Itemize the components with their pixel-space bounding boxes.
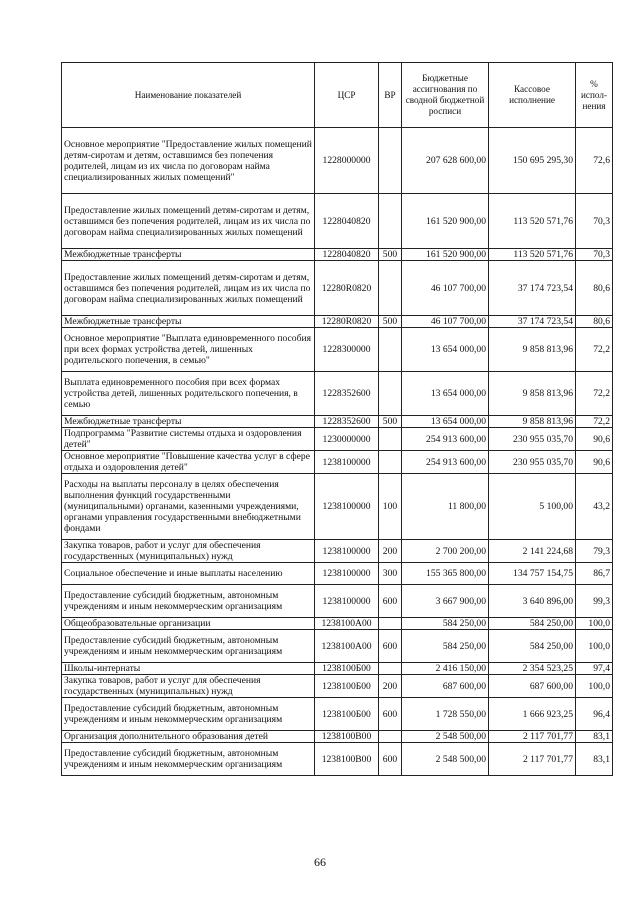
cell-pct: 80,6 [576,261,613,316]
cell-csr: 1238100000 [315,563,379,585]
cell-csr: 12280R0820 [315,316,379,328]
cell-csr: 1238100000 [315,474,379,540]
cell-cash: 2 117 701,77 [489,743,576,776]
cell-budget: 584 250,00 [402,618,489,630]
cell-pct: 86,7 [576,563,613,585]
cell-pct: 79,3 [576,540,613,563]
cell-cash: 2 141 224,68 [489,540,576,563]
table-row [62,540,613,563]
cell-vr: 600 [379,743,402,776]
cell-cash: 113 520 571,76 [489,249,576,261]
cell-name: Организация дополнительного образования детей [62,731,315,743]
cell-cash: 687 600,00 [489,675,576,698]
cell-cash: 9 858 813,96 [489,328,576,372]
cell-cash: 5 100,00 [489,474,576,540]
cell-csr: 12280R0820 [315,261,379,316]
table-row [62,261,613,316]
cell-pct: 72,2 [576,372,613,416]
cell-budget: 155 365 800,00 [402,563,489,585]
cell-budget: 254 913 600,00 [402,428,489,451]
cell-name: Предоставление жилых помещений детям-сиротам и детям, оставшимся без попечения родителей, лицам из их числа по договорам найма специализированных жилых помещений [62,261,315,316]
cell-pct: 80,6 [576,316,613,328]
cell-pct: 72,2 [576,328,613,372]
cell-name: Основное мероприятие "Выплата единовременного пособия при всех формах устройства детей, лишенных родительского попечения, в семью" [62,328,315,372]
table-row [62,618,613,630]
cell-name: Предоставление субсидий бюджетным, автономным учреждениям и иным некоммерческим организациям [62,698,315,731]
cell-name: Закупка товаров, работ и услуг для обеспечения государственных (муниципальных) нужд [62,540,315,563]
cell-csr: 1238100Б00 [315,675,379,698]
cell-csr: 1230000000 [315,428,379,451]
cell-csr: 1238100В00 [315,743,379,776]
cell-name: Социальное обеспечение и иные выплаты населению [62,563,315,585]
cell-vr: 600 [379,698,402,731]
cell-budget: 254 913 600,00 [402,451,489,474]
table-row [62,249,613,261]
header-pct: % испол-нения [576,63,613,128]
table-row [62,328,613,372]
cell-name: Закупка товаров, работ и услуг для обеспечения государственных (муниципальных) нужд [62,675,315,698]
cell-cash: 37 174 723,54 [489,316,576,328]
header-cash: Кассовое исполнение [489,63,576,128]
table-body [62,128,613,776]
cell-vr: 200 [379,675,402,698]
cell-pct: 83,1 [576,731,613,743]
cell-pct: 43,2 [576,474,613,540]
cell-csr: 1238100А00 [315,618,379,630]
cell-vr: 300 [379,563,402,585]
cell-vr [379,372,402,416]
cell-cash: 230 955 035,70 [489,428,576,451]
cell-csr: 1228300000 [315,328,379,372]
cell-name: Расходы на выплаты персоналу в целях обеспечения выполнения функций государственными (муниципальными) органами, казенными учреждениями, органами управления государственными внебюджетными фондами [62,474,315,540]
table-header-row [62,63,613,128]
cell-vr [379,731,402,743]
cell-budget: 46 107 700,00 [402,261,489,316]
cell-name: Предоставление субсидий бюджетным, автономным учреждениям и иным некоммерческим организациям [62,630,315,663]
table-row [62,372,613,416]
cell-vr: 200 [379,540,402,563]
table-row [62,194,613,249]
cell-name: Межбюджетные трансферты [62,416,315,428]
cell-pct: 100,0 [576,630,613,663]
cell-vr: 500 [379,416,402,428]
cell-budget: 3 667 900,00 [402,585,489,618]
page-number: 66 [314,855,326,869]
cell-name: Основное мероприятие "Повышение качества услуг в сфере отдыха и оздоровления детей" [62,451,315,474]
table-row [62,731,613,743]
table-row [62,474,613,540]
cell-name: Межбюджетные трансферты [62,316,315,328]
cell-pct: 100,0 [576,675,613,698]
cell-vr: 100 [379,474,402,540]
cell-pct: 70,3 [576,249,613,261]
cell-pct: 83,1 [576,743,613,776]
cell-cash: 230 955 035,70 [489,451,576,474]
cell-csr: 1238100А00 [315,630,379,663]
budget-execution-table [61,62,613,776]
cell-pct: 90,6 [576,428,613,451]
cell-pct: 99,3 [576,585,613,618]
cell-vr [379,451,402,474]
table-row [62,675,613,698]
cell-name: Предоставление жилых помещений детям-сиротам и детям, оставшимся без попечения родителей, лицам из их числа по договорам найма специализированных жилых помещений [62,194,315,249]
cell-vr [379,328,402,372]
cell-name: Выплата единовременного пособия при всех формах устройства детей, лишенных родительского попечения, в семью [62,372,315,416]
cell-pct: 72,6 [576,128,613,194]
table-row [62,316,613,328]
cell-csr: 1238100000 [315,451,379,474]
cell-cash: 113 520 571,76 [489,194,576,249]
table-row [62,698,613,731]
cell-budget: 2 548 500,00 [402,743,489,776]
cell-pct: 70,3 [576,194,613,249]
table-row [62,416,613,428]
header-csr: ЦСР [315,63,379,128]
cell-budget: 46 107 700,00 [402,316,489,328]
cell-vr [379,128,402,194]
cell-cash: 2 354 523,25 [489,663,576,675]
cell-vr [379,618,402,630]
cell-name: Школы-интернаты [62,663,315,675]
cell-cash: 1 666 923,25 [489,698,576,731]
cell-csr: 1228040820 [315,249,379,261]
table-row [62,585,613,618]
cell-cash: 37 174 723,54 [489,261,576,316]
cell-cash: 584 250,00 [489,630,576,663]
cell-pct: 100,0 [576,618,613,630]
cell-budget: 161 520 900,00 [402,249,489,261]
table-row [62,451,613,474]
cell-name: Общеобразовательные организации [62,618,315,630]
cell-vr: 500 [379,316,402,328]
cell-vr [379,428,402,451]
cell-csr: 1228352600 [315,372,379,416]
cell-pct: 97,4 [576,663,613,675]
cell-cash: 150 695 295,30 [489,128,576,194]
cell-budget: 2 700 200,00 [402,540,489,563]
cell-name: Предоставление субсидий бюджетным, автономным учреждениям и иным некоммерческим организациям [62,585,315,618]
cell-budget: 687 600,00 [402,675,489,698]
cell-csr: 1238100Б00 [315,663,379,675]
cell-pct: 90,6 [576,451,613,474]
table-row [62,128,613,194]
cell-pct: 72,2 [576,416,613,428]
cell-cash: 9 858 813,96 [489,416,576,428]
cell-pct: 96,4 [576,698,613,731]
cell-budget: 1 728 550,00 [402,698,489,731]
cell-csr: 1228040820 [315,194,379,249]
cell-budget: 584 250,00 [402,630,489,663]
cell-vr [379,194,402,249]
cell-cash: 9 858 813,96 [489,372,576,416]
cell-vr [379,663,402,675]
table-row [62,630,613,663]
cell-cash: 3 640 896,00 [489,585,576,618]
table-row [62,563,613,585]
cell-cash: 2 117 701,77 [489,731,576,743]
header-vr: ВР [379,63,402,128]
cell-vr: 600 [379,585,402,618]
cell-budget: 207 628 600,00 [402,128,489,194]
cell-budget: 11 800,00 [402,474,489,540]
cell-csr: 1238100В00 [315,731,379,743]
cell-vr: 500 [379,249,402,261]
cell-csr: 1238100000 [315,585,379,618]
cell-budget: 2 416 150,00 [402,663,489,675]
cell-csr: 1228352600 [315,416,379,428]
table-row [62,743,613,776]
cell-budget: 13 654 000,00 [402,416,489,428]
table-row [62,663,613,675]
cell-cash: 134 757 154,75 [489,563,576,585]
table-row [62,428,613,451]
cell-cash: 584 250,00 [489,618,576,630]
cell-budget: 13 654 000,00 [402,372,489,416]
cell-name: Межбюджетные трансферты [62,249,315,261]
cell-name: Подпрограмма "Развитие системы отдыха и оздоровления детей" [62,428,315,451]
cell-csr: 1238100Б00 [315,698,379,731]
cell-name: Основное мероприятие "Предоставление жилых помещений детям-сиротам и детям, оставшимся без попечения родителей, лицам из их числа по договорам найма специализированных жилых помещений" [62,128,315,194]
cell-csr: 1238100000 [315,540,379,563]
cell-budget: 13 654 000,00 [402,328,489,372]
cell-vr: 600 [379,630,402,663]
cell-vr [379,261,402,316]
cell-budget: 161 520 900,00 [402,194,489,249]
header-budget: Бюджетные ассигнования по сводной бюджетной росписи [402,63,489,128]
cell-budget: 2 548 500,00 [402,731,489,743]
cell-csr: 1228000000 [315,128,379,194]
cell-name: Предоставление субсидий бюджетным, автономным учреждениям и иным некоммерческим организациям [62,743,315,776]
header-name: Наименование показателей [62,63,315,128]
